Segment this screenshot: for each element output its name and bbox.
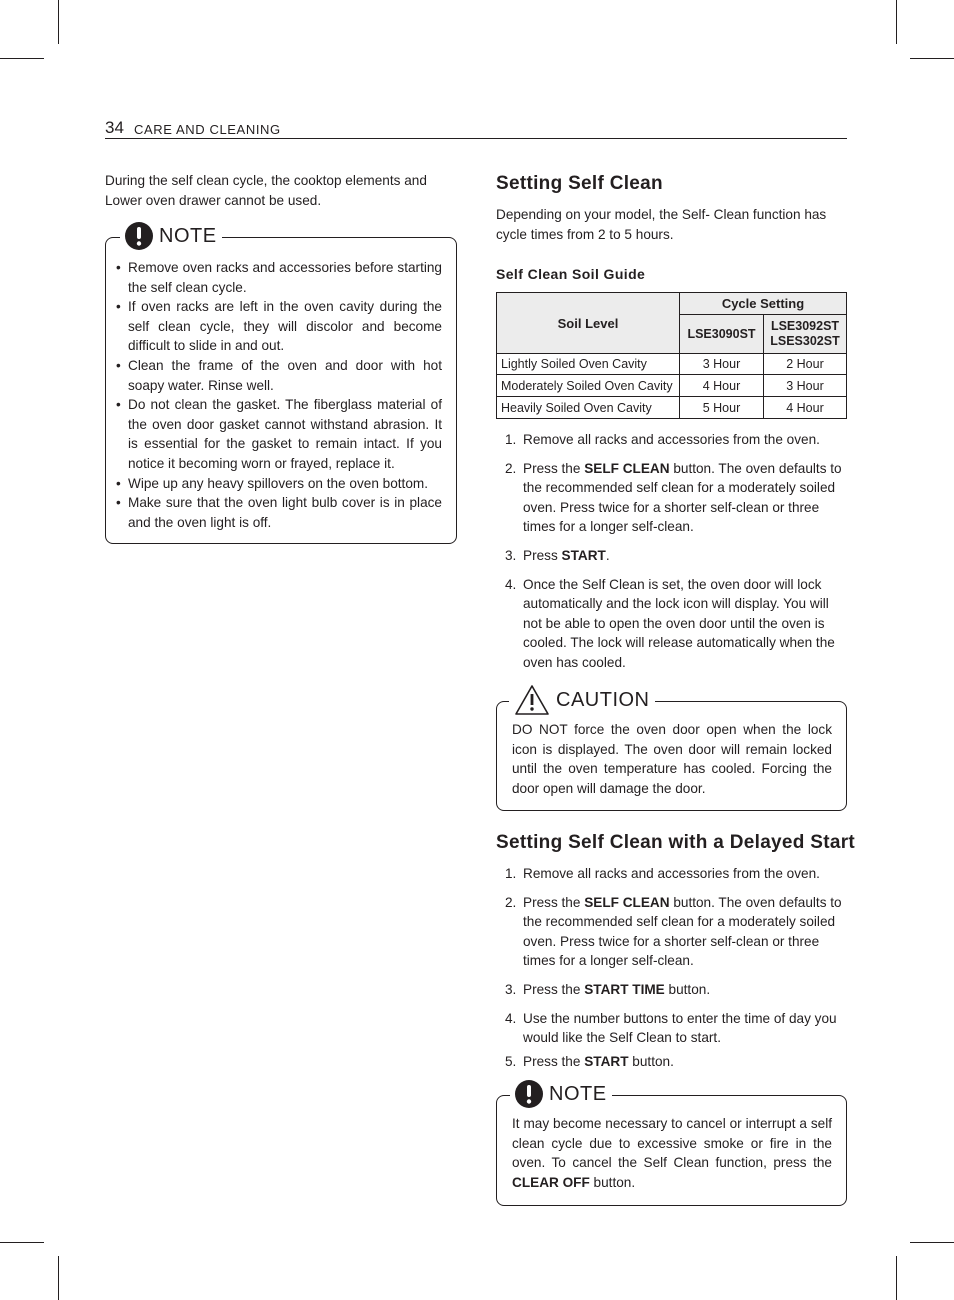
table-cell: Lightly Soiled Oven Cavity [497, 354, 680, 375]
list-item [496, 980, 848, 1000]
list-item [496, 893, 848, 971]
list-item [496, 1009, 848, 1048]
step-number: 2. [505, 894, 517, 910]
step-text: button. The oven defaults to the recommended self clean for a moderately soiled oven. Press twice for a shorter self-clean or three times for a longer self-clean. [523, 460, 842, 535]
step-number: 1. [505, 432, 517, 447]
crop-mark [910, 1242, 954, 1243]
table-cell: 3 Hour [764, 375, 847, 397]
step-text: Press the [523, 981, 585, 997]
step-text: Remove all racks and accessories from the oven. [523, 432, 820, 447]
table-cell: 2 Hour [764, 354, 847, 375]
step-text: Press the [523, 894, 585, 910]
page-number: 34 [105, 118, 124, 137]
caution-box [496, 688, 847, 811]
step-text: button. [664, 981, 711, 997]
note-title [120, 222, 222, 250]
step-text: Press the [523, 460, 585, 476]
model-name: LSES302ST [770, 334, 840, 348]
table-header-soil: Soil Level [497, 293, 680, 354]
caution-title [509, 684, 655, 716]
section-title: CARE AND CLEANING [134, 122, 281, 137]
list-item: • Do not clean the gasket. The fiberglass material of the oven door gasket cannot withstand abrasion. It is essential for the gasket to remain intact. If you notice it becoming worn or frayed, replace it. [122, 395, 442, 473]
button-name: SELF CLEAN [584, 894, 670, 910]
table-cell: Heavily Soiled Oven Cavity [497, 397, 680, 419]
table-header-model [764, 315, 847, 354]
crop-mark [58, 1256, 59, 1300]
note-box [496, 1082, 847, 1206]
step-text: Once the Self Clean is set, the oven door will lock automatically and the lock icon will display. You will not be able to open the oven door until the oven is cooled. The lock will release automatically when the oven has cooled. [523, 576, 835, 670]
table-cell: Moderately Soiled Oven Cavity [497, 375, 680, 397]
note-label: NOTE [159, 224, 217, 247]
model-name: LSE3092ST [770, 319, 840, 333]
list-item: • Make sure that the oven light bulb cover is in place and the oven light is off. [122, 493, 442, 532]
delayed-start-steps [496, 864, 848, 1071]
intro-text: During the self clean cycle, the cooktop elements and Lower oven drawer cannot be used. [105, 173, 427, 208]
crop-mark [910, 58, 954, 59]
section-heading: Setting Self Clean with a Delayed Start [496, 832, 856, 853]
list-item: • Wipe up any heavy spillovers on the oven bottom. [122, 474, 442, 494]
note-list [122, 258, 442, 532]
table-row [497, 375, 847, 397]
step-number: 3. [505, 547, 517, 563]
list-item: • Clean the frame of the oven and door with hot soapy water. Rinse well. [122, 356, 442, 395]
list-item [496, 864, 848, 884]
warning-icon [514, 684, 550, 716]
step-number: 2. [505, 460, 517, 476]
table-title: Self Clean Soil Guide [496, 266, 646, 282]
crop-mark [896, 1256, 897, 1300]
crop-mark [896, 0, 897, 44]
exclamation-icon [515, 1080, 543, 1108]
note-label: NOTE [549, 1082, 607, 1105]
table-cell: 5 Hour [680, 397, 764, 419]
step-text: button. [628, 1053, 674, 1069]
soil-guide-table [496, 292, 847, 419]
crop-mark [58, 0, 59, 44]
step-number: 4. [505, 1010, 517, 1026]
table-header-model: LSE3090ST [680, 315, 764, 354]
button-name: CLEAR OFF [512, 1174, 590, 1190]
step-text: Remove all racks and accessories from the oven. [523, 866, 820, 881]
list-item [496, 546, 846, 566]
step-number: 5. [505, 1053, 517, 1069]
button-name: START [561, 547, 606, 563]
note-title [510, 1080, 612, 1108]
table-cell: 3 Hour [680, 354, 764, 375]
table-row [497, 397, 847, 419]
step-number: 1. [505, 866, 517, 881]
section-description: Depending on your model, the Self- Clean function has cycle times from 2 to 5 hours. [496, 207, 827, 242]
step-text: button. The oven defaults to the recommended self clean for a moderately soiled oven. Press twice for a shorter self-clean or three times for a longer self-clean. [523, 894, 842, 969]
caution-label: CAUTION [556, 688, 650, 711]
table-header-cycle: Cycle Setting [680, 293, 847, 315]
section-heading: Setting Self Clean [496, 173, 663, 194]
list-item [496, 430, 846, 450]
crop-mark [0, 58, 44, 59]
table-cell: 4 Hour [764, 397, 847, 419]
list-item [496, 1052, 848, 1072]
step-text: Use the number buttons to enter the time of day you would like the Self Clean to start. [523, 1010, 837, 1046]
self-clean-steps [496, 430, 846, 673]
crop-mark [0, 1242, 44, 1243]
note-text-part: It may become necessary to cancel or interrupt a self clean cycle due to excessive smoke or fire in the oven. To cancel the Self Clean function, press the [512, 1116, 832, 1171]
table-row [497, 354, 847, 375]
button-name: SELF CLEAN [584, 460, 670, 476]
note-box [105, 224, 457, 544]
step-text: . [605, 547, 610, 563]
step-number: 3. [505, 981, 517, 997]
button-name: START [584, 1053, 629, 1069]
note-text-part: button. [589, 1174, 636, 1190]
header-rule [105, 138, 847, 139]
list-item: • Remove oven racks and accessories before starting the self clean cycle. [122, 258, 442, 297]
list-item [496, 575, 846, 673]
exclamation-icon [125, 222, 153, 250]
list-item: • If oven racks are left in the oven cavity during the self clean cycle, they will discolor and become difficult to slide in and out. [122, 297, 442, 356]
caution-text: DO NOT force the oven door open when the lock icon is displayed. The oven door will remain locked until the oven temperature has cooled. Forcing the door open will damage the door. [512, 722, 832, 796]
step-text: Press the [523, 1053, 585, 1069]
note-text [512, 1114, 832, 1192]
step-number: 4. [505, 576, 517, 592]
table-cell: 4 Hour [680, 375, 764, 397]
button-name: START TIME [584, 981, 665, 997]
list-item [496, 459, 846, 537]
step-text: Press [523, 547, 562, 563]
